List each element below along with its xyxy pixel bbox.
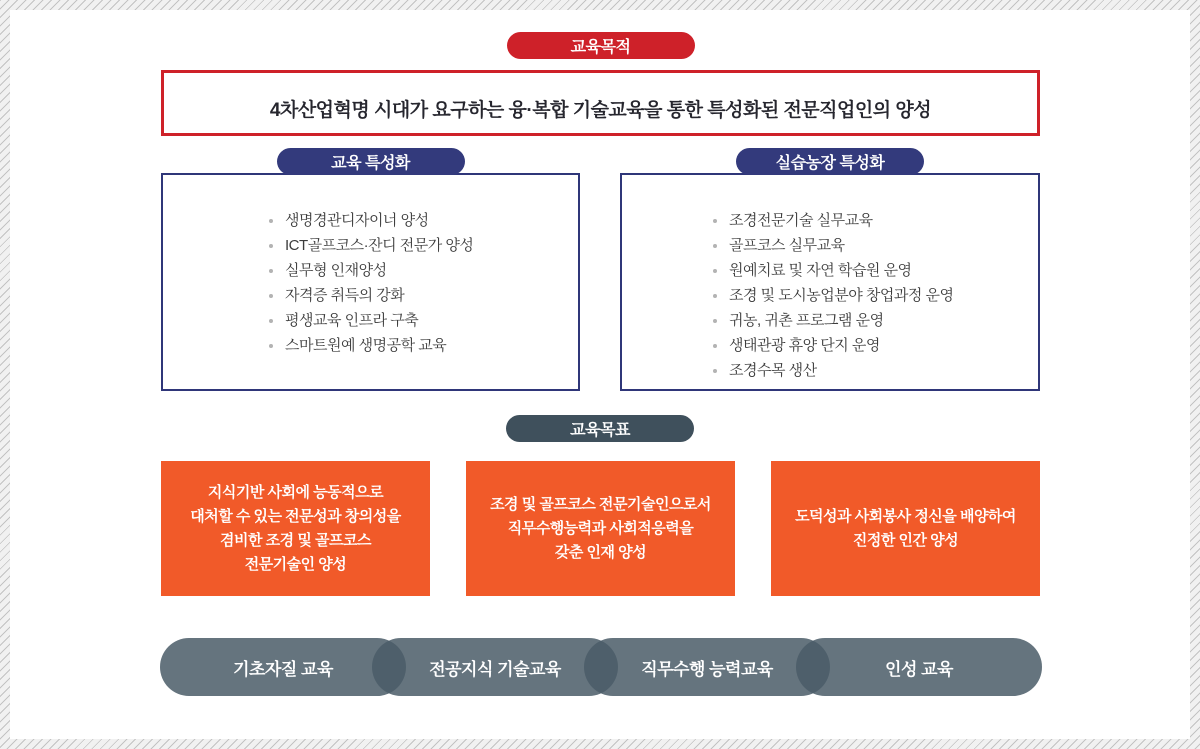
list-item-label: 생명경관디자이너 양성 bbox=[285, 212, 429, 229]
goal-card-line: 조경 및 골프코스 전문기술인으로서 bbox=[490, 495, 711, 513]
track-pill-character: 인성 교육 bbox=[796, 638, 1042, 696]
list-item bbox=[285, 333, 578, 358]
goal-card-line: 전문기술인 양성 bbox=[244, 555, 347, 573]
bullet-dot-icon bbox=[713, 294, 717, 298]
list-item bbox=[285, 258, 578, 283]
bullet-dot-icon bbox=[713, 319, 717, 323]
list-item-label: 생태관광 휴양 단지 운영 bbox=[729, 337, 880, 354]
list-item bbox=[729, 233, 1038, 258]
bullet-dot-icon bbox=[269, 294, 273, 298]
list-item bbox=[729, 333, 1038, 358]
list-item bbox=[285, 208, 578, 233]
goal-card-line: 갖춘 인재 양성 bbox=[554, 543, 647, 561]
list-item bbox=[285, 233, 578, 258]
farm-specialization-list bbox=[622, 208, 1038, 383]
list-item-label: 조경전문기술 실무교육 bbox=[729, 212, 873, 229]
list-item-label: 귀농, 귀촌 프로그램 운영 bbox=[729, 312, 884, 329]
farm-specialization-box bbox=[620, 155, 1040, 391]
bullet-dot-icon bbox=[713, 369, 717, 373]
list-item bbox=[285, 283, 578, 308]
goal-card-line: 도덕성과 사회봉사 정신을 배양하여 bbox=[795, 507, 1016, 525]
list-item-label: 골프코스 실무교육 bbox=[729, 237, 845, 254]
list-item-label: 조경수목 생산 bbox=[729, 362, 817, 379]
bullet-dot-icon bbox=[713, 244, 717, 248]
goal-card-line: 지식기반 사회에 능동적으로 bbox=[207, 483, 384, 501]
list-item-label: 스마트원예 생명공학 교육 bbox=[285, 337, 447, 354]
bullet-dot-icon bbox=[269, 244, 273, 248]
goal-card-line: 대처할 수 있는 전문성과 창의성을 bbox=[190, 507, 401, 525]
goal-card bbox=[161, 461, 430, 596]
list-item-label: 조경 및 도시농업분야 창업과정 운영 bbox=[729, 287, 954, 304]
track-pill-job: 직무수행 능력교육 bbox=[584, 638, 830, 696]
goal-card-line: 겸비한 조경 및 골프코스 bbox=[220, 531, 371, 549]
list-item bbox=[729, 258, 1038, 283]
bullet-dot-icon bbox=[713, 219, 717, 223]
list-item bbox=[729, 358, 1038, 383]
goal-card-line: 진정한 인간 양성 bbox=[852, 531, 959, 549]
purpose-box bbox=[161, 39, 1040, 136]
purpose-badge: 교육목적 bbox=[507, 32, 695, 59]
list-item bbox=[729, 208, 1038, 233]
track-pill-basic: 기초자질 교육 bbox=[160, 638, 406, 696]
goal-card-line: 직무수행능력과 사회적응력을 bbox=[507, 519, 694, 537]
list-item-label: 원예치료 및 자연 학습원 운영 bbox=[729, 262, 912, 279]
goal-card bbox=[771, 461, 1040, 596]
bullet-dot-icon bbox=[713, 269, 717, 273]
bullet-dot-icon bbox=[269, 219, 273, 223]
education-specialization-list bbox=[163, 208, 578, 358]
farm-specialization-badge: 실습농장 특성화 bbox=[736, 148, 924, 175]
track-pill-major: 전공지식 기술교육 bbox=[372, 638, 618, 696]
purpose-statement: 4차산업혁명 시대가 요구하는 융·복합 기술교육을 통한 특성화된 전문직업인의 양성 bbox=[269, 99, 932, 121]
list-item-label: 평생교육 인프라 구축 bbox=[285, 312, 419, 329]
list-item bbox=[285, 308, 578, 333]
list-item-label: 실무형 인재양성 bbox=[285, 262, 387, 279]
list-item bbox=[729, 283, 1038, 308]
goal-card bbox=[466, 461, 735, 596]
list-item-label: 자격증 취득의 강화 bbox=[285, 287, 405, 304]
education-specialization-badge: 교육 특성화 bbox=[277, 148, 465, 175]
bullet-dot-icon bbox=[269, 269, 273, 273]
bullet-dot-icon bbox=[269, 319, 273, 323]
bullet-dot-icon bbox=[269, 344, 273, 348]
goals-badge: 교육목표 bbox=[506, 415, 694, 442]
list-item bbox=[729, 308, 1038, 333]
education-specialization-box bbox=[161, 155, 580, 391]
bullet-dot-icon bbox=[713, 344, 717, 348]
list-item-label: ICT골프코스·잔디 전문가 양성 bbox=[285, 237, 474, 254]
